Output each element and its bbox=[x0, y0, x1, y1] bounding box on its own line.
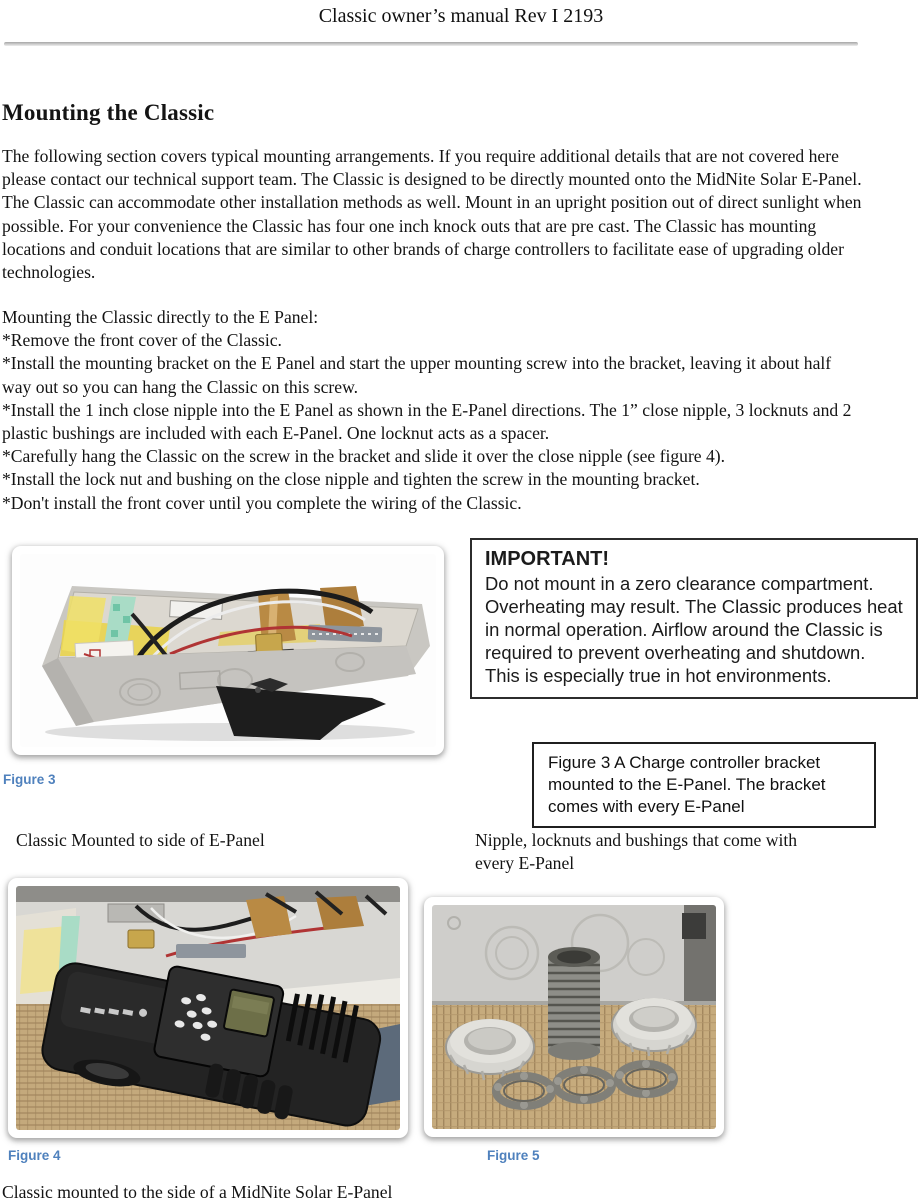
figure5-photo bbox=[424, 897, 724, 1137]
figure4-heading: Classic Mounted to side of E-Panel bbox=[16, 830, 265, 850]
figure5-heading: Nipple, locknuts and bushings that come with every E-Panel bbox=[475, 830, 798, 874]
step-line: *Install the mounting bracket on the E Panel and start the upper mounting screw into the bracket, leaving it about half way out so you can hang the Classic on this screw. bbox=[2, 353, 832, 397]
important-body: Do not mount in a zero clearance compartment. Overheating may result. The Classic produces heat in normal operation. Airflow around the Classic is required to prevent overheating and shutdown. This is especially true in hot environments. bbox=[485, 573, 903, 686]
figure3-label: Figure 3 bbox=[3, 772, 56, 787]
step-line: *Remove the front cover of the Classic. bbox=[2, 330, 282, 351]
figure5-label: Figure 5 bbox=[487, 1148, 540, 1163]
figure4-photo bbox=[8, 878, 408, 1138]
header-divider bbox=[4, 42, 858, 46]
hardware-parts-image bbox=[432, 905, 716, 1129]
figure4-bottom-caption: Classic mounted to the side of a MidNite Solar E-Panel bbox=[2, 1182, 393, 1202]
step-line: *Carefully hang the Classic on the screw in the bracket and slide it over the close nipple (see figure 4). bbox=[2, 446, 726, 467]
step-line: *Install the 1 inch close nipple into the E Panel as shown in the E-Panel directions. The 1” close nipple, 3 locknuts and 2 plastic bushings are included with each E-Panel. One locknut acts as a spacer. bbox=[2, 399, 852, 444]
important-title: IMPORTANT! bbox=[485, 548, 610, 570]
intro-paragraph: The following section covers typical mounting arrangements. If you require additional details that are not covered here please contact our technical support team. The Classic is designed to be directly mounted onto the MidNite Solar E-Panel. The Classic can accommodate other installation methods as well. Mount in an upright position out of direct sunlight when possible. For your convenience the Classic has four one inch knock outs that are pre cast. The Classic has mounting locations and conduit locations that are similar to other brands of charge controllers to facilitate ease of upgrading older technologies. bbox=[2, 146, 862, 283]
e-panel-bracket-image bbox=[20, 554, 436, 747]
classic-controller-image bbox=[16, 886, 400, 1130]
figure3-caption-box: Figure 3 A Charge controller bracket mounted to the E-Panel. The bracket comes with every E-Panel bbox=[532, 742, 876, 828]
section-heading: Mounting the Classic bbox=[2, 100, 215, 125]
document-title: Classic owner’s manual Rev I 2193 bbox=[318, 5, 604, 27]
mounting-steps bbox=[2, 306, 864, 515]
figure4-label: Figure 4 bbox=[8, 1148, 61, 1163]
steps-intro: Mounting the Classic directly to the E Panel: bbox=[2, 307, 319, 327]
step-line: *Install the lock nut and bushing on the close nipple and tighten the screw in the mounting bracket. bbox=[2, 469, 700, 490]
important-warning-box bbox=[470, 538, 918, 699]
step-line: *Don't install the front cover until you complete the wiring of the Classic. bbox=[2, 492, 522, 513]
figure3-photo bbox=[12, 546, 444, 755]
